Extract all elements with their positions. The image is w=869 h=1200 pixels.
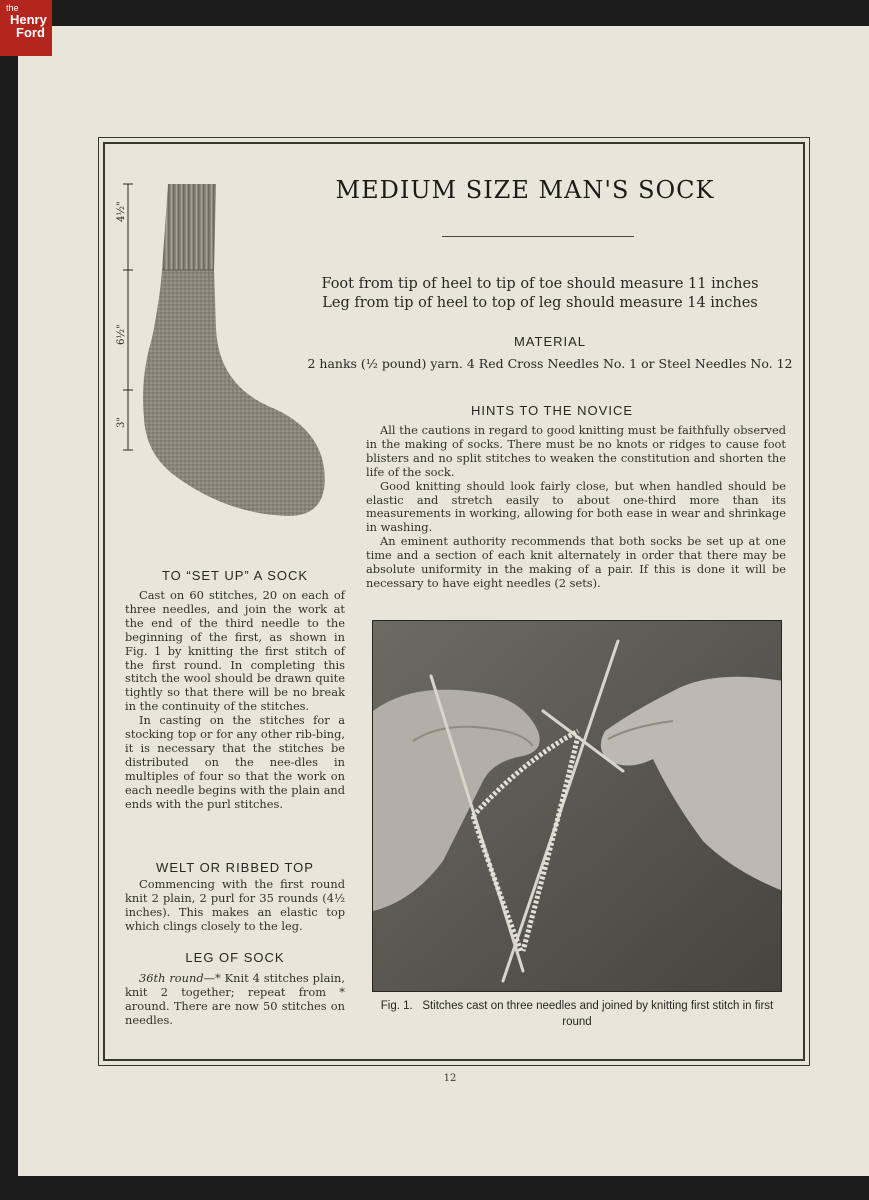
leg-paragraph <box>125 972 345 1028</box>
sock-illustration <box>118 178 333 526</box>
hints-paragraph: An eminent authority recommends that both socks be set up at one time and a section of each knit alternately in order that there may be absolute uniformity in the making of a pair. If this is done it will be necessary to have eight needles (2 sets). <box>366 534 786 590</box>
logo-line-ford: Ford <box>16 25 45 40</box>
figure-caption-text: Stitches cast on three needles and joined by knitting first stitch in first round <box>422 1000 774 1028</box>
henry-ford-logo <box>0 0 52 56</box>
hints-text <box>366 424 786 591</box>
leg-text <box>125 972 345 1028</box>
logo-line-henry: Henry <box>10 12 47 27</box>
leg-heading: LEG OF SOCK <box>185 950 285 965</box>
title-rule <box>442 236 634 237</box>
sock-dimension-top: 4½" <box>116 201 127 222</box>
set-up-text <box>125 589 345 812</box>
measurements <box>300 275 780 313</box>
page-number: 12 <box>443 1073 457 1084</box>
welt-paragraph: Commencing with the first round knit 2 plain, 2 purl for 35 rounds (4½ inches). This makes an elastic top which clings closely to the leg. <box>125 877 345 933</box>
leg-instructions: —* Knit 4 stitches plain, knit 2 together; repeat from * around. There are now 50 stitches on needles. <box>125 971 345 1027</box>
hints-paragraph: All the cautions in regard to good knitting must be faithfully observed in the making of socks. There must be no knots or ridges to cause foot blisters and no split stitches to weaken the constitution and shorten the life of the sock. <box>366 423 786 479</box>
leg-round-label: 36th round <box>139 971 204 985</box>
material-heading: MATERIAL <box>513 334 587 349</box>
knitting-photograph <box>372 620 782 992</box>
material-text: 2 hanks (½ pound) yarn. 4 Red Cross Needles No. 1 or Steel Needles No. 12 <box>307 356 793 371</box>
figure-caption <box>372 998 782 1030</box>
hints-heading: HINTS TO THE NOVICE <box>470 403 634 418</box>
set-up-heading: TO “SET UP” A SOCK <box>161 568 309 583</box>
welt-heading: WELT OR RIBBED TOP <box>156 860 314 875</box>
set-up-paragraph: In casting on the stitches for a stocking top or for any other rib-bing, it is necessary that the stitches be distributed on the nee-dles in multiples of four so that the work on each needle begins with the plain and ends with the purl stitches. <box>125 713 345 811</box>
set-up-paragraph: Cast on 60 stitches, 20 on each of three needles, and join the work at the end of the third needle to the beginning of the first, as shown in Fig. 1 by knitting the first stitch of the first round. In completing this stitch the wool should be drawn quite tightly so that there will be no break in the continuity of the stitches. <box>125 588 345 714</box>
measurement-leg: Leg from tip of heel to top of leg should measure 14 inches <box>322 295 758 311</box>
page-title: MEDIUM SIZE MAN'S SOCK <box>335 176 715 204</box>
hints-paragraph: Good knitting should look fairly close, but when handled should be elastic and stretch easily to about one-third more than its measurements in working, allowing for both ease in wear and shrinkage in washing. <box>366 478 786 535</box>
sock-dimension-foot: 3" <box>116 417 127 428</box>
welt-text <box>125 878 345 934</box>
sock-dimension-leg: 6½" <box>116 324 127 345</box>
measurement-foot: Foot from tip of heel to tip of toe should measure 11 inches <box>321 276 759 292</box>
logo-line-the: the <box>6 3 19 13</box>
figure-label: Fig. 1. <box>380 1000 413 1012</box>
